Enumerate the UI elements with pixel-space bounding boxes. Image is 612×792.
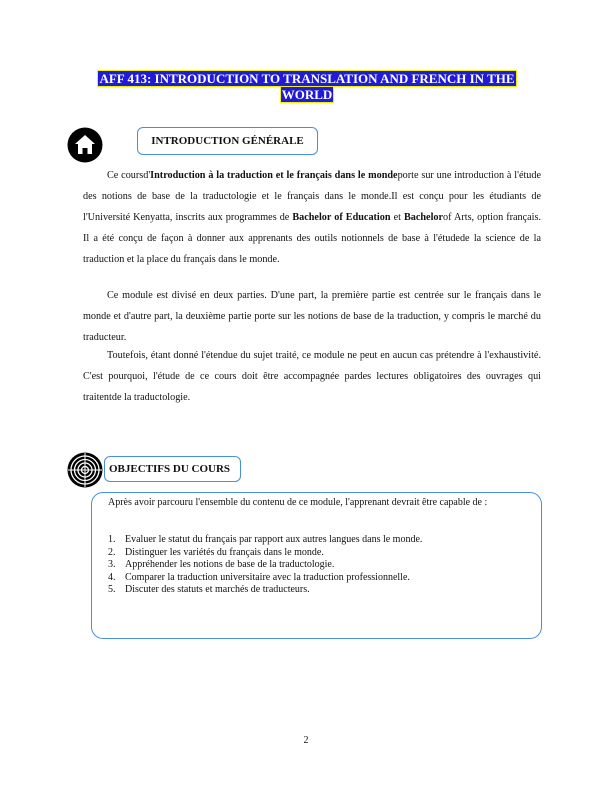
- objectives-heading-box: [104, 456, 241, 482]
- intro-p1-program-2: Bachelor: [403, 212, 444, 223]
- list-item-number: 2.: [108, 546, 116, 558]
- list-item: [108, 534, 422, 547]
- intro-p1-text-e: et: [390, 212, 404, 223]
- intro-paragraph-1: [83, 165, 541, 270]
- objectives-heading: OBJECTIFS DU COURS: [109, 463, 231, 475]
- intro-p2-text: Ce module est divisé en deux parties. D'une part, la première partie est centrée sur le français dans le monde et d'autre part, la deuxième partie porte sur les notions de base de la traduction, y compris le marché du traducteur.: [83, 290, 541, 343]
- list-item-text: Distinguer les variétés du français dans le monde.: [125, 546, 324, 558]
- intro-paragraph-2: [83, 285, 541, 348]
- list-item-number: 4.: [108, 571, 116, 583]
- page-number: 2: [303, 735, 309, 746]
- list-item-text: Comparer la traduction universitaire avec la traduction professionnelle.: [125, 571, 410, 583]
- objectives-list: [108, 534, 422, 597]
- list-item-text: Appréhender les notions de base de la traductologie.: [125, 559, 335, 570]
- list-item: [108, 559, 422, 572]
- list-item: [108, 547, 422, 560]
- objectives-intro: Après avoir parcouru l'ensemble du contenu de ce module, l'apprenant devrait être capable de :: [108, 497, 488, 508]
- intro-paragraph-3: [83, 345, 541, 408]
- course-title: [82, 71, 532, 103]
- list-item-text: Evaluer le statut du français par rapport aux autres langues dans le monde.: [125, 534, 423, 545]
- target-icon: [67, 452, 103, 488]
- list-item-number: 1.: [108, 534, 116, 545]
- list-item-text: Discuter des statuts et marchés de traducteurs.: [125, 584, 310, 595]
- intro-p1-course-name: Introduction à la traduction et le français dans le monde: [150, 170, 398, 181]
- list-item-number: 3.: [108, 559, 116, 570]
- course-title-line2: WORLD: [281, 87, 333, 102]
- list-item-number: 5.: [108, 584, 116, 595]
- intro-p1-text-a: Ce coursd': [107, 170, 151, 181]
- intro-heading-box: [137, 127, 318, 155]
- list-item: [108, 572, 422, 585]
- intro-heading: INTRODUCTION GÉNÉRALE: [151, 135, 304, 147]
- course-title-line1: AFF 413: INTRODUCTION TO TRANSLATION AND FRENCH IN THE: [99, 71, 515, 86]
- home-icon: [67, 127, 103, 163]
- intro-p1-text-g: of Arts, option français. Il a été conçu de façon à donner aux apprenants des outils notionnels de base à l'étudede la science de la traduction et la place du français dans le monde.: [83, 212, 541, 265]
- intro-p1-text-c: porte sur une introduction à l'étude des notions de base de la traductologie et le français dans le monde.Il est conçu pour les étudiants de l'Université Kenyatta, inscrits aux programmes de: [83, 170, 542, 223]
- intro-p1-program-1: Bachelor of Education: [292, 212, 391, 223]
- list-item: [108, 584, 422, 597]
- intro-p3-text: Toutefois, étant donné l'étendue du sujet traité, ce module ne peut en aucun cas prétendre à l'exhaustivité. C'est pourquoi, l'étude de ce cours doit être accompagnée pardes lectures obligatoires des ouvrages qui traitentde la traductologie.: [83, 350, 541, 403]
